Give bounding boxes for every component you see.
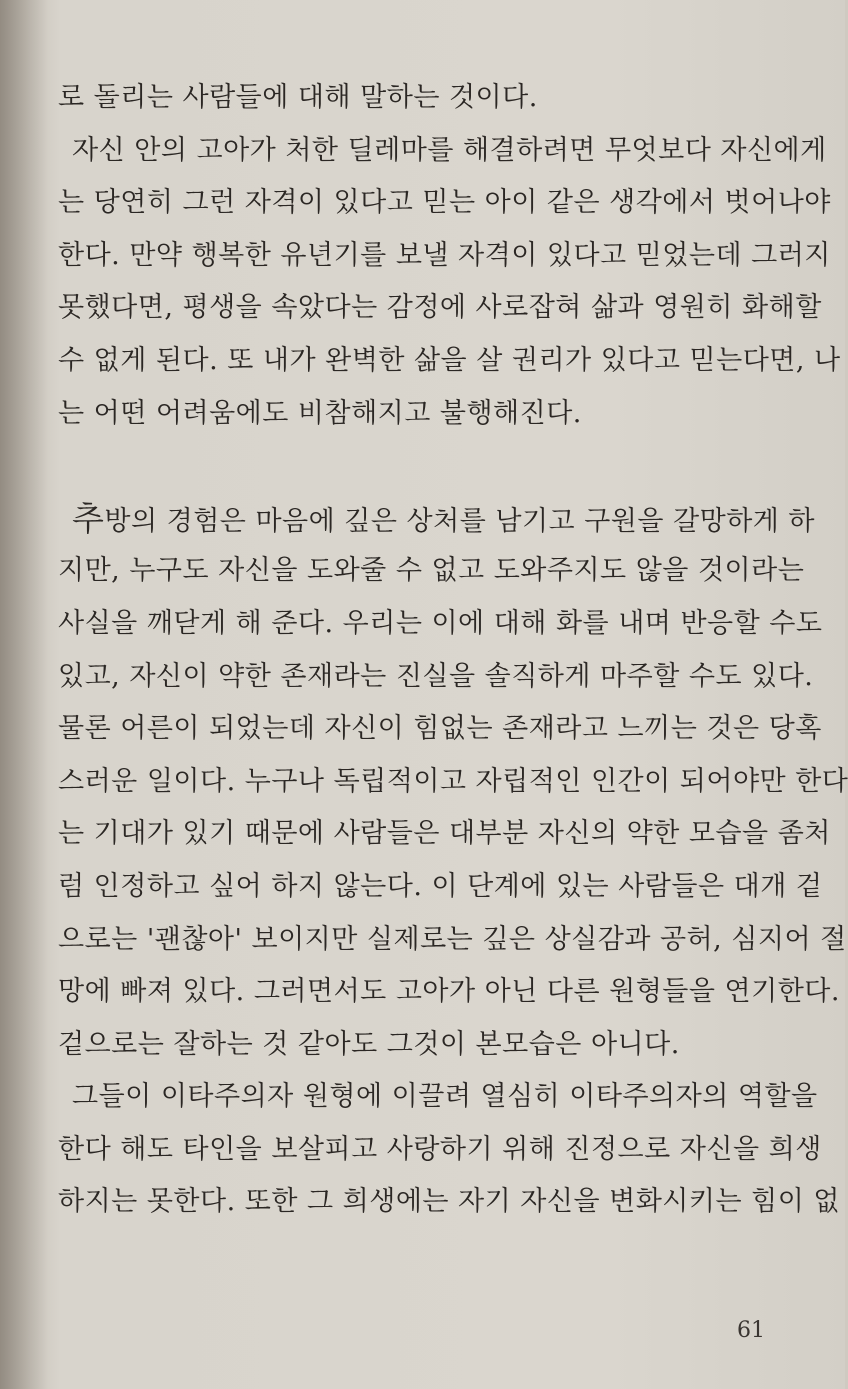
text-line: 자신 안의 고아가 처한 딜레마를 해결하려면 무엇보다 자신에게 [72,134,827,166]
text-line: 그들이 이타주의자 원형에 이끌려 열심히 이타주의자의 역할을 [72,1081,818,1113]
text-line: 못했다면, 평생을 속았다는 감정에 사로잡혀 삶과 영원히 화해할 [58,292,822,324]
text-line: 물론 어른이 되었는데 자신이 힘없는 존재라고 느끼는 것은 당혹 [58,713,822,745]
text-line: 스러운 일이다. 누구나 독립적이고 자립적인 인간이 되어야만 한다 [58,765,848,797]
text-line: 는 어떤 어려움에도 비참해지고 불행해진다. [58,397,582,429]
text-line: 있고, 자신이 약한 존재라는 진실을 솔직하게 마주할 수도 있다. [58,660,814,692]
body-text [58,72,848,1229]
text-line: 수 없게 된다. 또 내가 완벽한 삶을 살 권리가 있다고 믿는다면, 나 [58,344,841,376]
section-first-line [58,493,816,546]
text-line: 망에 빠져 있다. 그러면서도 고아가 아닌 다른 원형들을 연기한다. [58,976,840,1008]
text-line: 한다. 만약 행복한 유년기를 보낼 자격이 있다고 믿었는데 그러지 [58,239,831,271]
section-gap [58,440,768,493]
section-lead-char: 추 [72,498,105,538]
text-line: 한다 해도 타인을 보살피고 사랑하기 위해 진정으로 자신을 희생 [58,1133,822,1165]
binding-shadow [0,0,48,1389]
text-line: 로 돌리는 사람들에 대해 말하는 것이다. [58,82,538,113]
text-line: 지만, 누구도 자신을 도와줄 수 없고 도와주지도 않을 것이라는 [58,555,805,587]
text-line: 으로는 '괜찮아' 보이지만 실제로는 깊은 상실감과 공허, 심지어 절 [58,923,847,955]
text-line: 하지는 못한다. 또한 그 희생에는 자기 자신을 변화시키는 힘이 없 [58,1186,840,1218]
text-line: 는 기대가 있기 때문에 사람들은 대부분 자신의 약한 모습을 좀처 [58,818,831,850]
text-line: 럼 인정하고 싶어 하지 않는다. 이 단계에 있는 사람들은 대개 겉 [58,870,823,902]
page-number: 61 [737,1318,765,1343]
first-line-rest: 방의 경험은 마음에 깊은 상처를 남기고 구원을 갈망하게 하 [104,505,816,537]
text-line: 사실을 깨닫게 해 준다. 우리는 이에 대해 화를 내며 반응할 수도 [58,607,823,639]
text-line: 겉으로는 잘하는 것 같아도 그것이 본모습은 아니다. [58,1028,680,1060]
text-line: 는 당연히 그런 자격이 있다고 믿는 아이 같은 생각에서 벗어나야 [58,187,831,219]
